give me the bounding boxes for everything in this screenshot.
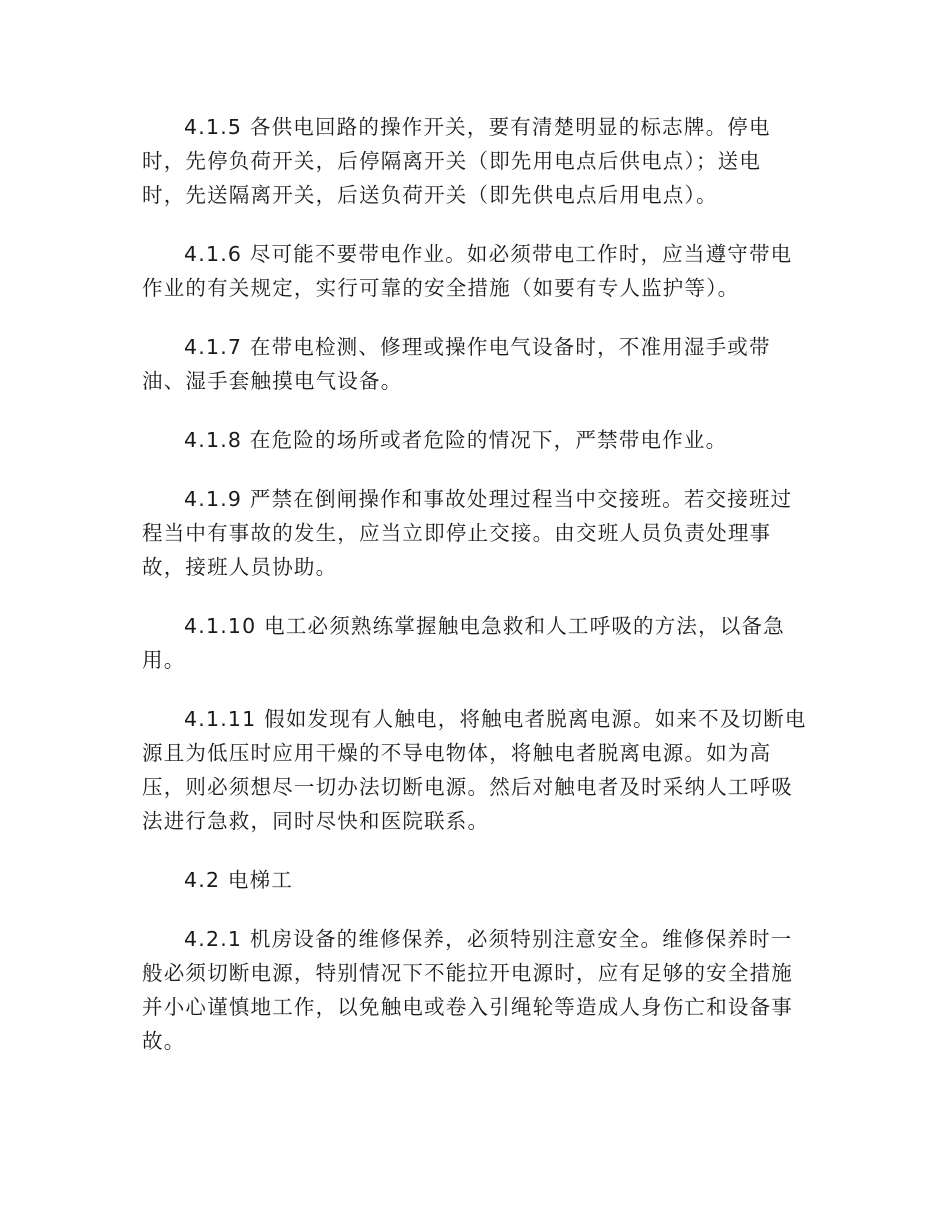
text-line: 用。 <box>142 648 186 672</box>
text-line: 4.1.8 在危险的场所或者危险的情况下，严禁带电作业。 <box>184 428 728 452</box>
text-line: 时，先停负荷开关，后停隔离开关（即先用电点后供电点）；送电 <box>142 149 762 173</box>
text-line: 4.2.1 机房设备的维修保养，必须特别注意安全。维修保养时一 <box>184 927 793 951</box>
text-line: 4.1.6 尽可能不要带电作业。如必须带电工作时，应当遵守带电 <box>184 242 793 266</box>
text-line: 故。 <box>142 1029 186 1053</box>
document-body <box>142 110 806 1083</box>
paragraph-4-1-5 <box>142 110 806 212</box>
paragraph-4-1-11 <box>142 702 806 838</box>
paragraph-4-1-7 <box>142 330 806 398</box>
text-line: 时，先送隔离开关，后送负荷开关（即先供电点后用电点）。 <box>142 183 718 207</box>
text-line: 法进行急救，同时尽快和医院联系。 <box>142 809 490 833</box>
paragraph-4-1-9 <box>142 482 806 584</box>
text-line: 并小心谨慎地工作，以免触电或卷入引绳轮等造成人身伤亡和设备事 <box>142 995 793 1019</box>
text-line: 4.1.9 严禁在倒闸操作和事故处理过程当中交接班。若交接班过 <box>184 487 793 511</box>
section-heading-4-2 <box>142 863 806 897</box>
text-line: 4.2 电梯工 <box>184 868 294 892</box>
text-line: 4.1.10 电工必须熟练掌握触电急救和人工呼吸的方法，以备急 <box>184 614 785 638</box>
text-line: 程当中有事故的发生，应当立即停止交接。由交班人员负责处理事 <box>142 521 772 545</box>
paragraph-4-1-6 <box>142 237 806 305</box>
paragraph-4-1-8 <box>142 423 806 457</box>
text-line: 般必须切断电源，特别情况下不能拉开电源时，应有足够的安全措施 <box>142 961 793 985</box>
paragraph-4-1-10 <box>142 609 806 677</box>
text-line: 4.1.7 在带电检测、修理或操作电气设备时，不准用湿手或带 <box>184 335 771 359</box>
text-line: 4.1.11 假如发现有人触电，将触电者脱离电源。如来不及切断电 <box>184 707 807 731</box>
text-line: 4.1.5 各供电回路的操作开关，要有清楚明显的标志牌。停电 <box>184 115 771 139</box>
text-line: 油、湿手套触摸电气设备。 <box>142 369 403 393</box>
text-line: 作业的有关规定，实行可靠的安全措施（如要有专人监护等）。 <box>142 276 740 300</box>
text-line: 源且为低压时应用干燥的不导电物体，将触电者脱离电源。如为高 <box>142 741 772 765</box>
paragraph-4-2-1 <box>142 922 806 1058</box>
text-line: 压，则必须想尽一切办法切断电源。然后对触电者及时采纳人工呼吸 <box>142 775 793 799</box>
text-line: 故，接班人员协助。 <box>142 555 338 579</box>
